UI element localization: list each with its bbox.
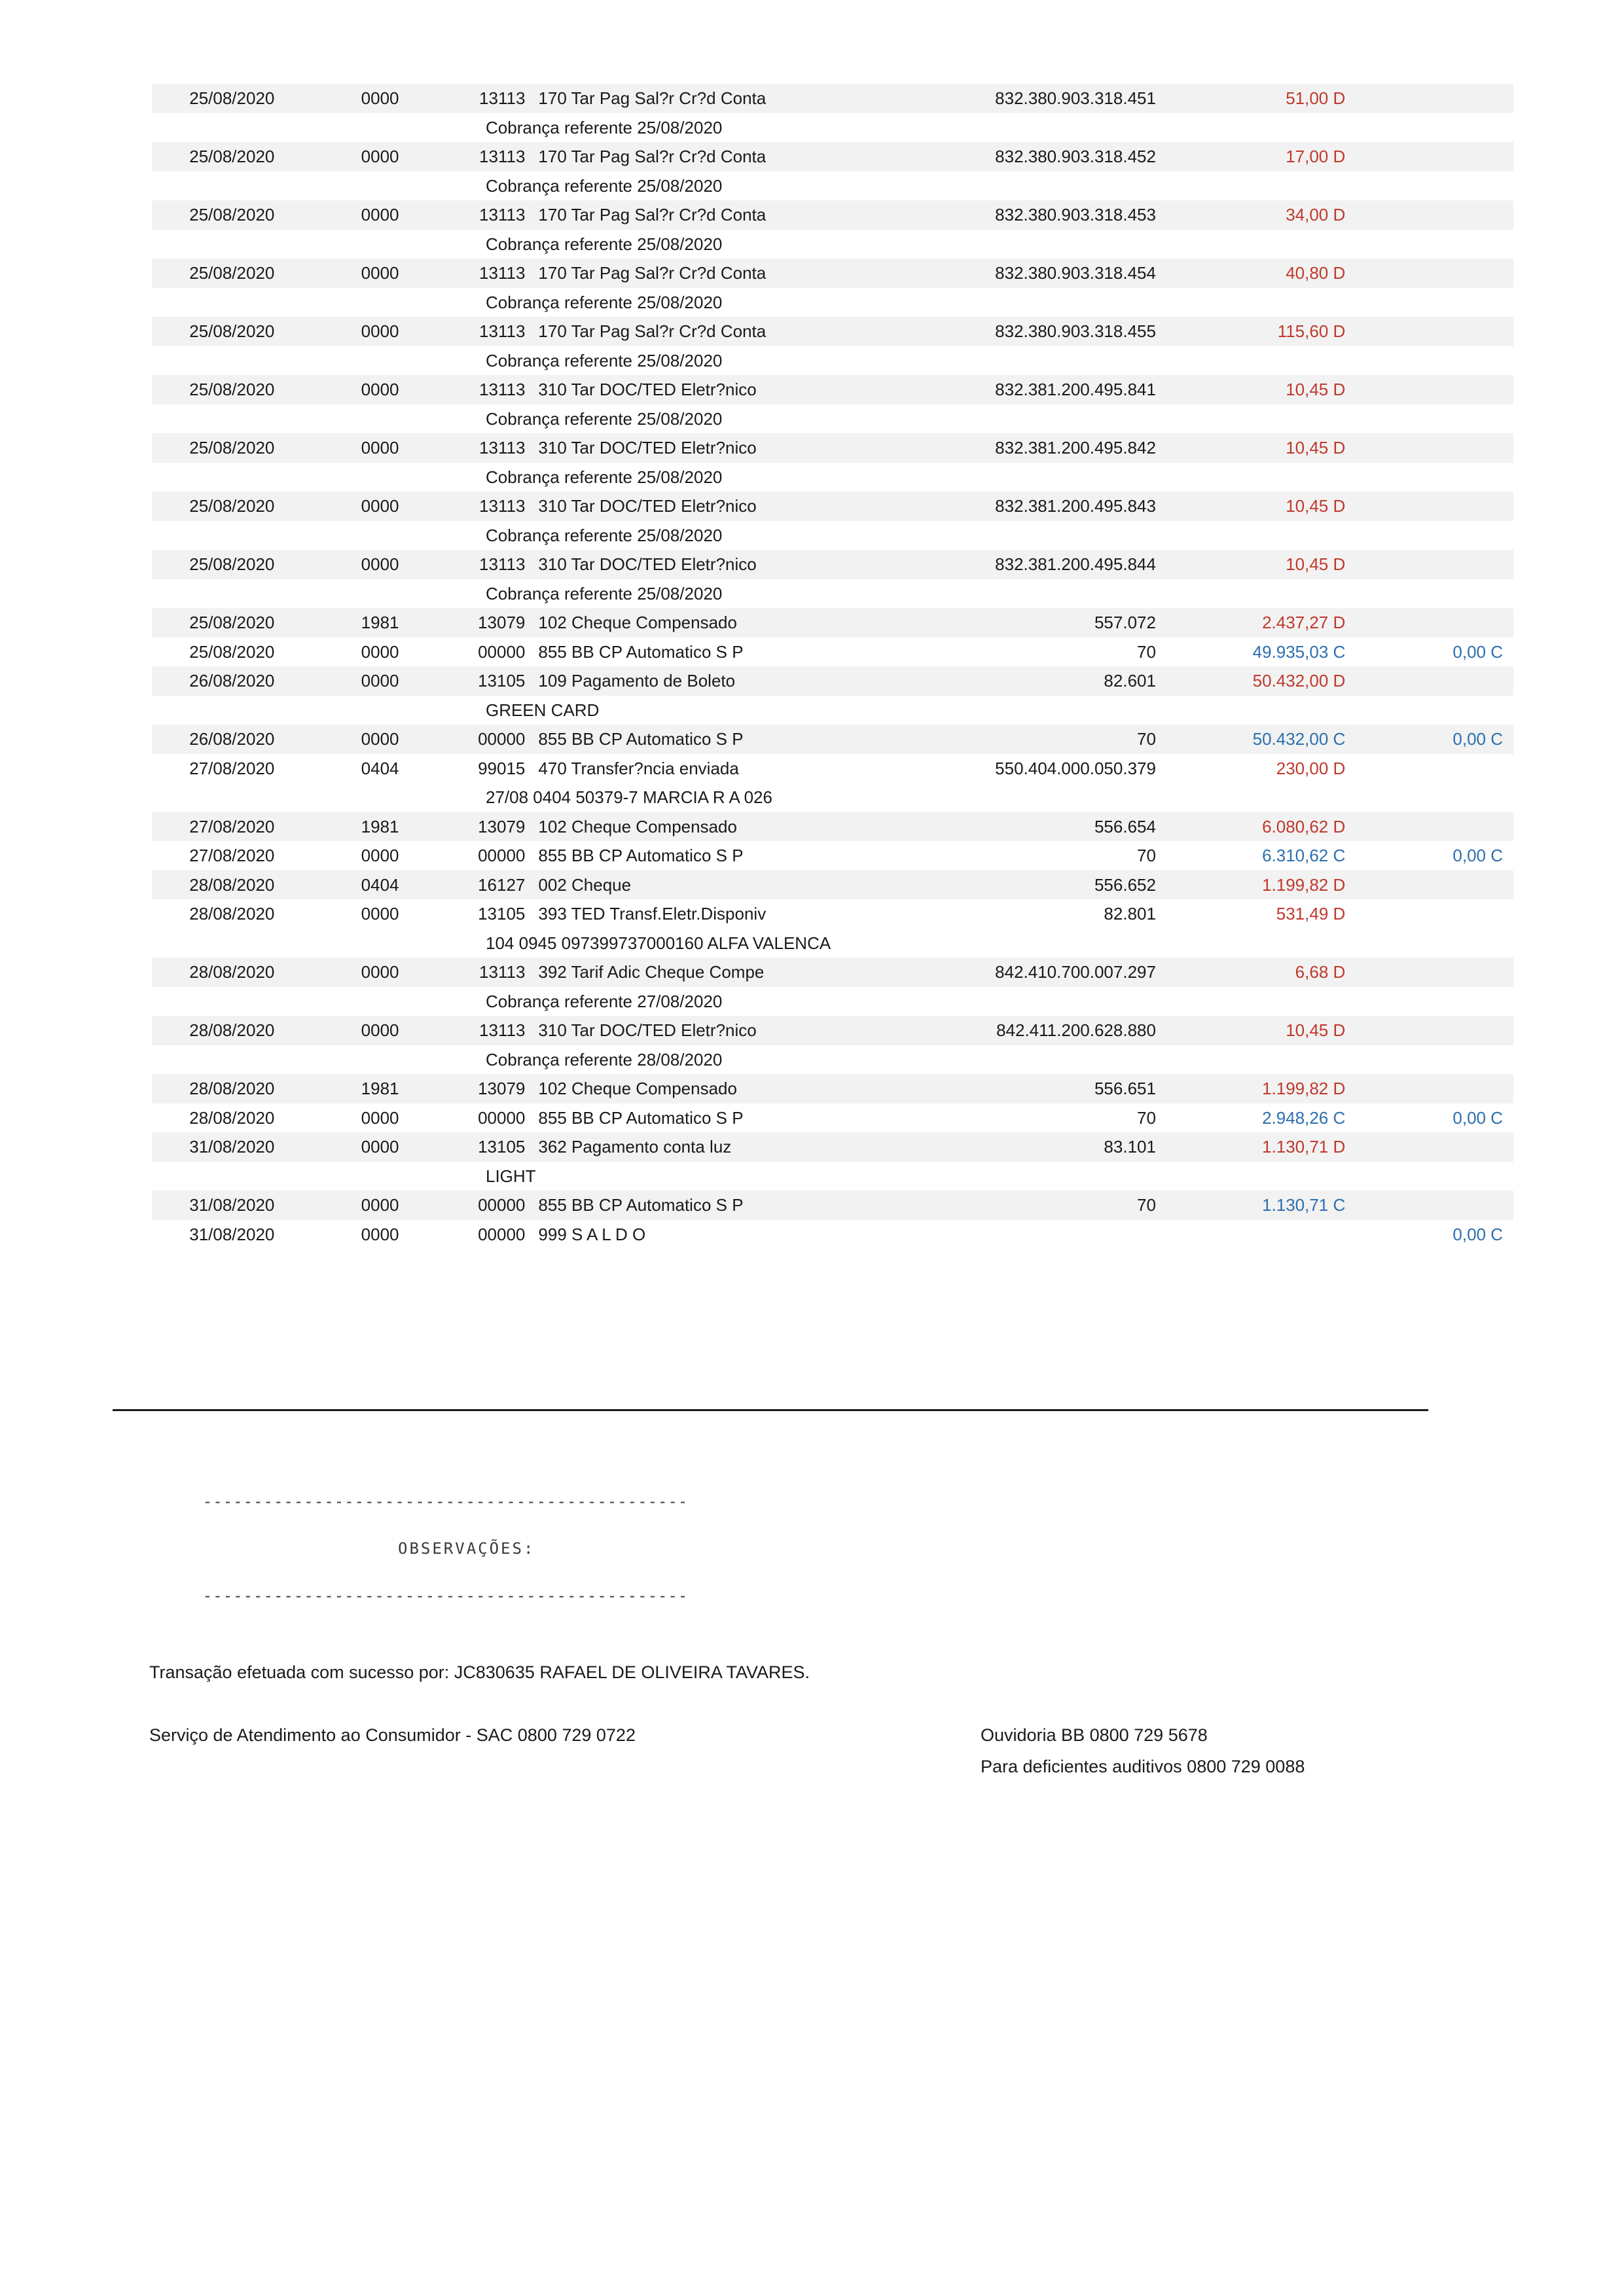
- observacoes-title: OBSERVAÇÕES:: [398, 1539, 535, 1558]
- transaction-description: Cobrança referente 25/08/2020: [486, 292, 723, 312]
- transaction-date: 25/08/2020: [152, 375, 312, 404]
- transaction-date: 28/08/2020: [189, 904, 275, 924]
- table-row-description: [152, 463, 1513, 492]
- transaction-agency: 0000: [312, 958, 448, 987]
- table-row: [152, 550, 1513, 579]
- transaction-agency: 0000: [312, 84, 448, 113]
- table-row: [152, 1132, 1513, 1162]
- transaction-history: 310 Tar DOC/TED Eletr?nico: [532, 375, 898, 404]
- table-row-description: [152, 1162, 1513, 1191]
- table-row: [152, 608, 1513, 637]
- transaction-history: 310 Tar DOC/TED Eletr?nico: [532, 492, 898, 521]
- transaction-lote: 13113: [448, 1016, 532, 1045]
- transaction-agency: 0000: [312, 1132, 448, 1162]
- transaction-document: 70: [899, 725, 1160, 754]
- transaction-value: 49.935,03 C: [1252, 641, 1346, 662]
- transaction-balance: 0,00 C: [1453, 1224, 1503, 1244]
- transaction-balance: [1350, 84, 1513, 113]
- transaction-document: 832.380.903.318.451: [899, 84, 1160, 113]
- transaction-lote: 99015: [478, 758, 526, 778]
- transaction-history: 855 BB CP Automatico S P: [538, 1107, 744, 1128]
- transaction-date: 25/08/2020: [152, 433, 312, 463]
- transaction-document: 832.381.200.495.844: [899, 550, 1160, 579]
- transaction-agency: 1981: [312, 1074, 448, 1103]
- table-row: [152, 84, 1513, 113]
- transaction-balance: [1350, 550, 1513, 579]
- transaction-value: 10,45 D: [1160, 492, 1350, 521]
- transaction-value: 531,49 D: [1276, 904, 1346, 924]
- table-row-description: [152, 521, 1513, 550]
- transaction-lote: 13079: [448, 1074, 532, 1103]
- table-row-description: [152, 783, 1513, 812]
- transaction-agency: 1981: [312, 608, 448, 637]
- transaction-balance: [1350, 666, 1513, 696]
- transaction-lote: 13113: [448, 550, 532, 579]
- transaction-value: 230,00 D: [1276, 758, 1346, 778]
- transaction-description: LIGHT: [486, 1166, 536, 1186]
- transaction-date: 27/08/2020: [189, 846, 275, 865]
- transaction-date: 25/08/2020: [152, 84, 312, 113]
- transaction-document: 832.381.200.495.842: [899, 433, 1160, 463]
- transaction-date: 26/08/2020: [152, 666, 312, 696]
- transaction-agency: 0000: [361, 1224, 399, 1244]
- transaction-value: 6,68 D: [1160, 958, 1350, 987]
- transaction-history: 109 Pagamento de Boleto: [532, 666, 898, 696]
- transaction-balance: [1350, 200, 1513, 230]
- transaction-balance: [1350, 433, 1513, 463]
- transaction-value: 1.199,82 D: [1160, 1074, 1350, 1103]
- transaction-history: 170 Tar Pag Sal?r Cr?d Conta: [532, 142, 898, 171]
- transaction-document: 82.601: [899, 666, 1160, 696]
- transaction-status-text: Transação efetuada com sucesso por: JC830635 RAFAEL DE OLIVEIRA TAVARES.: [149, 1662, 810, 1682]
- table-row: [152, 200, 1513, 230]
- transaction-date: 31/08/2020: [189, 1224, 275, 1244]
- transaction-document: 556.652: [899, 870, 1160, 900]
- transaction-date: 25/08/2020: [152, 317, 312, 346]
- transaction-date: 27/08/2020: [189, 758, 275, 778]
- transaction-balance: [1350, 958, 1513, 987]
- transaction-lote: 00000: [478, 1224, 526, 1244]
- transaction-lote: 13105: [448, 1132, 532, 1162]
- transaction-document: 70: [1137, 641, 1156, 662]
- transaction-balance: [1350, 1132, 1513, 1162]
- transaction-document: 832.380.903.318.452: [899, 142, 1160, 171]
- transaction-balance: [1350, 754, 1513, 783]
- table-row: [152, 958, 1513, 987]
- transaction-history: 102 Cheque Compensado: [532, 1074, 898, 1103]
- transaction-balance: [1350, 1016, 1513, 1045]
- observacoes-rule-bottom: ------------------------------------------------: [202, 1587, 689, 1605]
- table-row-description: [152, 113, 1513, 143]
- transaction-history: 170 Tar Pag Sal?r Cr?d Conta: [532, 200, 898, 230]
- transaction-history: 102 Cheque Compensado: [532, 812, 898, 842]
- transaction-lote: 13079: [448, 608, 532, 637]
- transaction-history: 393 TED Transf.Eletr.Disponiv: [538, 904, 767, 924]
- transaction-date: 31/08/2020: [152, 1132, 312, 1162]
- observacoes-rule-top: ------------------------------------------------: [202, 1492, 689, 1511]
- table-row-description: [152, 696, 1513, 725]
- transaction-description: 104 0945 097399737000160 ALFA VALENCA: [486, 933, 831, 953]
- transaction-document: 832.380.903.318.455: [899, 317, 1160, 346]
- transaction-lote: 00000: [478, 641, 526, 662]
- transaction-balance: [1350, 375, 1513, 404]
- transaction-date: 26/08/2020: [152, 725, 312, 754]
- transaction-document: 550.404.000.050.379: [995, 758, 1156, 778]
- transaction-document: 82.801: [1104, 904, 1156, 924]
- transaction-balance: [1350, 317, 1513, 346]
- transaction-date: 31/08/2020: [152, 1191, 312, 1220]
- transaction-lote: 13113: [448, 375, 532, 404]
- transaction-description: Cobrança referente 25/08/2020: [486, 117, 723, 137]
- transaction-agency: 0000: [312, 1016, 448, 1045]
- table-row: [152, 812, 1513, 842]
- transaction-lote: 00000: [448, 1191, 532, 1220]
- transaction-balance: [1350, 492, 1513, 521]
- transaction-history: 855 BB CP Automatico S P: [538, 641, 744, 662]
- table-row: [152, 433, 1513, 463]
- transaction-history: 170 Tar Pag Sal?r Cr?d Conta: [532, 84, 898, 113]
- transaction-document: 832.380.903.318.453: [899, 200, 1160, 230]
- transaction-document: 83.101: [899, 1132, 1160, 1162]
- transaction-date: 28/08/2020: [152, 870, 312, 900]
- transaction-value: 10,45 D: [1160, 375, 1350, 404]
- transaction-balance: [1350, 259, 1513, 288]
- transaction-description: Cobrança referente 25/08/2020: [486, 234, 723, 254]
- transaction-lote: 16127: [448, 870, 532, 900]
- transaction-agency: 0000: [312, 666, 448, 696]
- table-row: [152, 317, 1513, 346]
- transaction-document: [899, 1220, 1160, 1249]
- table-row: [152, 841, 1513, 870]
- transaction-agency: 0000: [312, 725, 448, 754]
- transaction-value: 2.948,26 C: [1262, 1107, 1346, 1128]
- table-row-description: [152, 171, 1513, 201]
- transaction-description: Cobrança referente 27/08/2020: [486, 991, 723, 1011]
- transaction-history: 002 Cheque: [532, 870, 898, 900]
- transaction-history: 855 BB CP Automatico S P: [532, 1191, 898, 1220]
- transaction-value: 1.199,82 D: [1160, 870, 1350, 900]
- transaction-lote: 13113: [448, 958, 532, 987]
- transaction-agency: 0000: [312, 317, 448, 346]
- transaction-balance: [1350, 142, 1513, 171]
- transaction-lote: 13113: [448, 317, 532, 346]
- ouvidoria-contact-text: Ouvidoria BB 0800 729 5678: [981, 1725, 1208, 1745]
- transaction-document: 556.654: [899, 812, 1160, 842]
- transaction-history: 102 Cheque Compensado: [532, 608, 898, 637]
- transaction-value: 40,80 D: [1160, 259, 1350, 288]
- transaction-description: Cobrança referente 25/08/2020: [486, 408, 723, 429]
- transaction-balance: [1350, 812, 1513, 842]
- transaction-balance: [1350, 899, 1513, 929]
- transaction-balance: 0,00 C: [1453, 846, 1503, 865]
- transaction-history: 470 Transfer?ncia enviada: [538, 758, 739, 778]
- table-row: [152, 1016, 1513, 1045]
- transaction-document: 70: [899, 1191, 1160, 1220]
- transaction-balance: 0,00 C: [1350, 725, 1513, 754]
- transaction-document: 70: [1137, 1107, 1156, 1128]
- transaction-value: [1160, 1220, 1350, 1249]
- transaction-document: 70: [1137, 846, 1156, 865]
- transaction-value: 50.432,00 D: [1160, 666, 1350, 696]
- transaction-agency: 0000: [361, 904, 399, 924]
- transaction-description: GREEN CARD: [486, 700, 600, 720]
- sac-contact-text: Serviço de Atendimento ao Consumidor - SAC 0800 729 0722: [149, 1725, 636, 1745]
- table-row: [152, 637, 1513, 667]
- transaction-history: 855 BB CP Automatico S P: [538, 846, 744, 865]
- transaction-date: 25/08/2020: [152, 550, 312, 579]
- table-row: [152, 1074, 1513, 1103]
- table-row: [152, 1103, 1513, 1133]
- transaction-agency: 0000: [312, 1191, 448, 1220]
- transaction-history: 310 Tar DOC/TED Eletr?nico: [532, 1016, 898, 1045]
- transaction-agency: 0000: [312, 200, 448, 230]
- transaction-agency: 0000: [312, 259, 448, 288]
- table-row: [152, 1220, 1513, 1249]
- table-row-description: [152, 230, 1513, 259]
- table-row: [152, 1191, 1513, 1220]
- transaction-document: 832.380.903.318.454: [899, 259, 1160, 288]
- table-row: [152, 666, 1513, 696]
- table-row-description: [152, 579, 1513, 609]
- transaction-value: 115,60 D: [1160, 317, 1350, 346]
- transaction-value: 1.130,71 D: [1160, 1132, 1350, 1162]
- transaction-date: 25/08/2020: [152, 492, 312, 521]
- transaction-balance: [1350, 870, 1513, 900]
- transaction-balance: [1350, 608, 1513, 637]
- transaction-lote: 00000: [478, 1107, 526, 1128]
- transaction-lote: 13079: [448, 812, 532, 842]
- transaction-value: 10,45 D: [1160, 1016, 1350, 1045]
- transaction-lote: 13105: [478, 904, 526, 924]
- table-row-description: [152, 288, 1513, 317]
- table-row: [152, 870, 1513, 900]
- transaction-description: Cobrança referente 25/08/2020: [486, 467, 723, 487]
- observacoes-block: [162, 1466, 688, 1631]
- table-row: [152, 142, 1513, 171]
- transaction-date: 27/08/2020: [152, 812, 312, 842]
- transaction-agency: 0404: [361, 758, 399, 778]
- transaction-balance: 0,00 C: [1453, 1107, 1503, 1128]
- hearing-impaired-contact-text: Para deficientes auditivos 0800 729 0088: [981, 1757, 1305, 1776]
- transaction-value: 50.432,00 C: [1160, 725, 1350, 754]
- transaction-date: 28/08/2020: [189, 1107, 275, 1128]
- transaction-date: 25/08/2020: [152, 142, 312, 171]
- table-row-description: [152, 404, 1513, 434]
- transaction-date: 25/08/2020: [189, 641, 275, 662]
- statement-table: [152, 84, 1513, 1249]
- transaction-document: 557.072: [899, 608, 1160, 637]
- transaction-agency: 0000: [312, 375, 448, 404]
- transaction-lote: 13113: [448, 433, 532, 463]
- transaction-history: 310 Tar DOC/TED Eletr?nico: [532, 433, 898, 463]
- transaction-agency: 0000: [312, 550, 448, 579]
- transaction-value: 2.437,27 D: [1160, 608, 1350, 637]
- transaction-history: 310 Tar DOC/TED Eletr?nico: [532, 550, 898, 579]
- transaction-date: 28/08/2020: [152, 1074, 312, 1103]
- transaction-description: Cobrança referente 25/08/2020: [486, 583, 723, 603]
- transaction-history: 362 Pagamento conta luz: [532, 1132, 898, 1162]
- transaction-value: 6.310,62 C: [1262, 846, 1346, 865]
- transaction-document: 842.411.200.628.880: [899, 1016, 1160, 1045]
- table-row-description: [152, 929, 1513, 958]
- transaction-balance: 0,00 C: [1453, 641, 1503, 662]
- transaction-agency: 0000: [361, 641, 399, 662]
- transaction-agency: 1981: [312, 812, 448, 842]
- transaction-document: 832.381.200.495.841: [899, 375, 1160, 404]
- transaction-document: 842.410.700.007.297: [899, 958, 1160, 987]
- transaction-history: 855 BB CP Automatico S P: [532, 725, 898, 754]
- table-row: [152, 492, 1513, 521]
- transaction-description: 27/08 0404 50379-7 MARCIA R A 026: [486, 787, 772, 807]
- transaction-value: 10,45 D: [1160, 433, 1350, 463]
- transaction-document: 832.381.200.495.843: [899, 492, 1160, 521]
- section-divider: [113, 1409, 1428, 1411]
- transaction-document: 556.651: [899, 1074, 1160, 1103]
- transaction-agency: 0000: [361, 1107, 399, 1128]
- transaction-date: 28/08/2020: [152, 1016, 312, 1045]
- table-row-description: [152, 1045, 1513, 1075]
- transaction-history: 392 Tarif Adic Cheque Compe: [532, 958, 898, 987]
- transaction-agency: 0000: [312, 433, 448, 463]
- transaction-lote: 13105: [448, 666, 532, 696]
- table-row: [152, 725, 1513, 754]
- transaction-description: Cobrança referente 25/08/2020: [486, 525, 723, 545]
- transaction-date: 25/08/2020: [152, 200, 312, 230]
- table-row-description: [152, 346, 1513, 376]
- transaction-lote: 00000: [478, 846, 526, 865]
- transaction-description: Cobrança referente 25/08/2020: [486, 350, 723, 370]
- transaction-history: 999 S A L D O: [538, 1224, 646, 1244]
- transaction-agency: 0000: [312, 142, 448, 171]
- transaction-lote: 13113: [448, 84, 532, 113]
- table-row: [152, 754, 1513, 783]
- transaction-lote: 13113: [448, 259, 532, 288]
- transaction-date: 25/08/2020: [152, 259, 312, 288]
- table-row-description: [152, 987, 1513, 1016]
- transaction-value: 1.130,71 C: [1160, 1191, 1350, 1220]
- transaction-date: 25/08/2020: [152, 608, 312, 637]
- transaction-agency: 0404: [312, 870, 448, 900]
- transaction-description: Cobrança referente 28/08/2020: [486, 1049, 723, 1069]
- transaction-balance: [1350, 1074, 1513, 1103]
- transaction-value: 51,00 D: [1160, 84, 1350, 113]
- transaction-description: Cobrança referente 25/08/2020: [486, 175, 723, 196]
- transaction-history: 170 Tar Pag Sal?r Cr?d Conta: [532, 259, 898, 288]
- transaction-lote: 13113: [448, 492, 532, 521]
- transaction-agency: 0000: [361, 846, 399, 865]
- transaction-value: 6.080,62 D: [1160, 812, 1350, 842]
- transaction-lote: 00000: [448, 725, 532, 754]
- table-row: [152, 375, 1513, 404]
- table-row: [152, 259, 1513, 288]
- transaction-balance: [1350, 1191, 1513, 1220]
- transaction-agency: 0000: [312, 492, 448, 521]
- table-row: [152, 899, 1513, 929]
- transaction-lote: 13113: [448, 200, 532, 230]
- transaction-lote: 13113: [448, 142, 532, 171]
- transaction-value: 34,00 D: [1160, 200, 1350, 230]
- transaction-date: 28/08/2020: [152, 958, 312, 987]
- transaction-history: 170 Tar Pag Sal?r Cr?d Conta: [532, 317, 898, 346]
- transaction-value: 17,00 D: [1160, 142, 1350, 171]
- transaction-value: 10,45 D: [1160, 550, 1350, 579]
